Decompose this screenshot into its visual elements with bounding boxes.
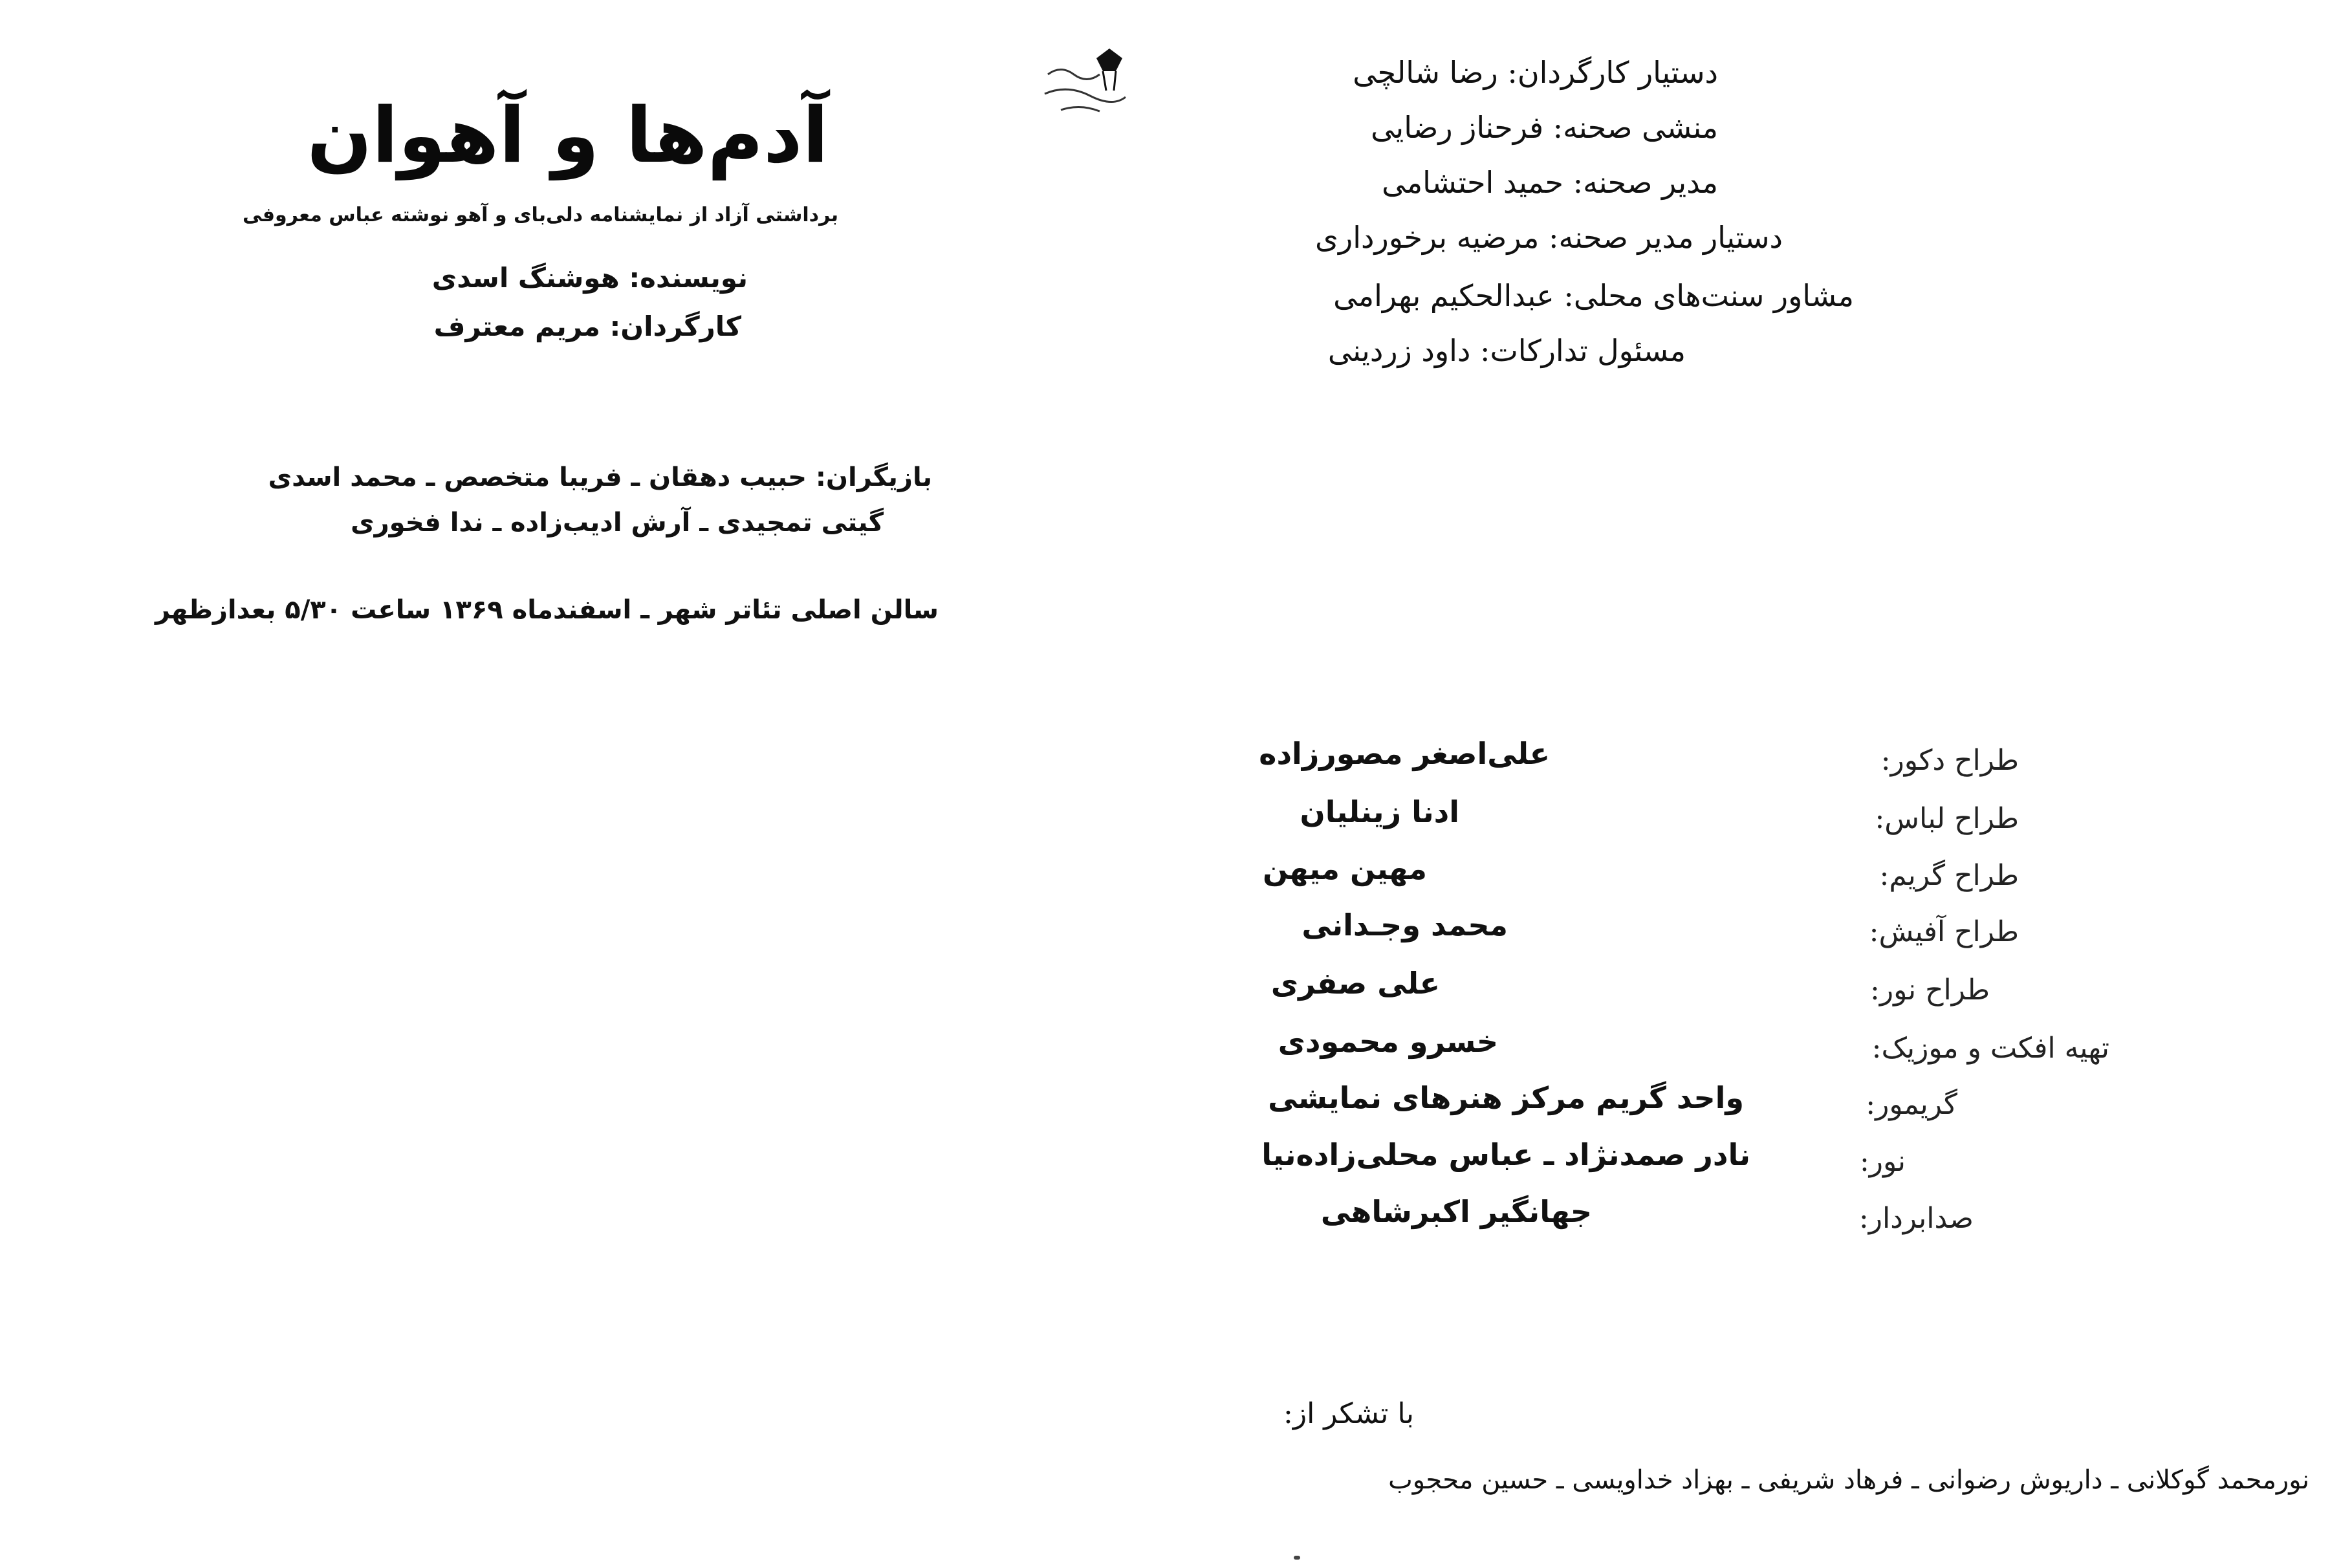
scan-speck	[1294, 1556, 1300, 1560]
credit-role: طراح نور:	[1870, 974, 1990, 1007]
credit-person: نادر صمدنژاد ـ عباس محلی‌زاده‌نیا	[1261, 1137, 1750, 1172]
venue-date: سالن اصلی تئاتر شهر ـ اسفندماه ۱۳۶۹ ساعت ۵/۳۰ بعدازظهر	[155, 595, 939, 625]
credit-person: علی صفری	[1270, 966, 1440, 1001]
staff-line: مسئول تدارکات: داود زردینی	[1327, 333, 1686, 368]
staff-line: دستیار مدیر صحنه: مرضیه برخورداری	[1315, 220, 1783, 255]
staff-line: مشاور سنت‌های محلی: عبدالحکیم بهرامی	[1333, 278, 1854, 313]
credit-person: علی‌اصغر مصورزاده	[1259, 736, 1550, 771]
cast-line-2: گیتی تمجیدی ـ آرش ادیب‌زاده ـ ندا فخوری	[350, 508, 884, 538]
credit-role: طراح گریم:	[1879, 859, 2019, 892]
play-title: آدم‌ها و آهوان	[307, 91, 829, 180]
play-subtitle: برداشتی آزاد از نمایشنامه دلی‌بای و آهو نوشته عباس معروفی	[242, 204, 838, 226]
credit-person: جهانگیر اکبرشاهی	[1320, 1194, 1592, 1229]
theatre-logo-icon	[1035, 45, 1138, 123]
staff-line: مدیر صحنه: حمید احتشامی	[1382, 165, 1718, 200]
credit-role: صدابردار:	[1858, 1202, 1974, 1235]
credit-role: طراح دکور:	[1880, 744, 2019, 777]
credit-role: طراح آفیش:	[1869, 915, 2019, 948]
cast-line-1: بازیگران: حبیب دهقان ـ فریبا متخصص ـ محمد اسدی	[268, 463, 932, 492]
writer-credit: نویسنده: هوشنگ اسدی	[431, 262, 748, 294]
thanks-names: نورمحمد گوکلانی ـ داریوش رضوانی ـ فرهاد شریفی ـ بهزاد خداویسی ـ حسین محجوب	[1388, 1465, 2309, 1495]
director-credit: کارگردان: مریم معترف	[433, 310, 741, 342]
credit-person: محمد وجـدانی	[1301, 908, 1508, 942]
credit-person: خسرو محمودی	[1278, 1024, 1498, 1059]
credit-role: تهیه افکت و موزیک:	[1871, 1032, 2109, 1065]
credit-role: نور:	[1859, 1145, 1906, 1178]
credit-person: مهین میهن	[1262, 851, 1427, 886]
credit-role: طراح لباس:	[1875, 802, 2019, 835]
credit-person: واحد گریم مرکز هنرهای نمایشی	[1268, 1080, 1744, 1115]
staff-line: منشی صحنه: فرحناز رضایی	[1371, 110, 1718, 145]
staff-line: دستیار کارگردان: رضا شالچی	[1353, 55, 1718, 90]
thanks-title: با تشکر از:	[1283, 1397, 1414, 1430]
credit-role: گریمور:	[1866, 1088, 1957, 1121]
credit-person: ادنا زینلیان	[1300, 794, 1459, 829]
